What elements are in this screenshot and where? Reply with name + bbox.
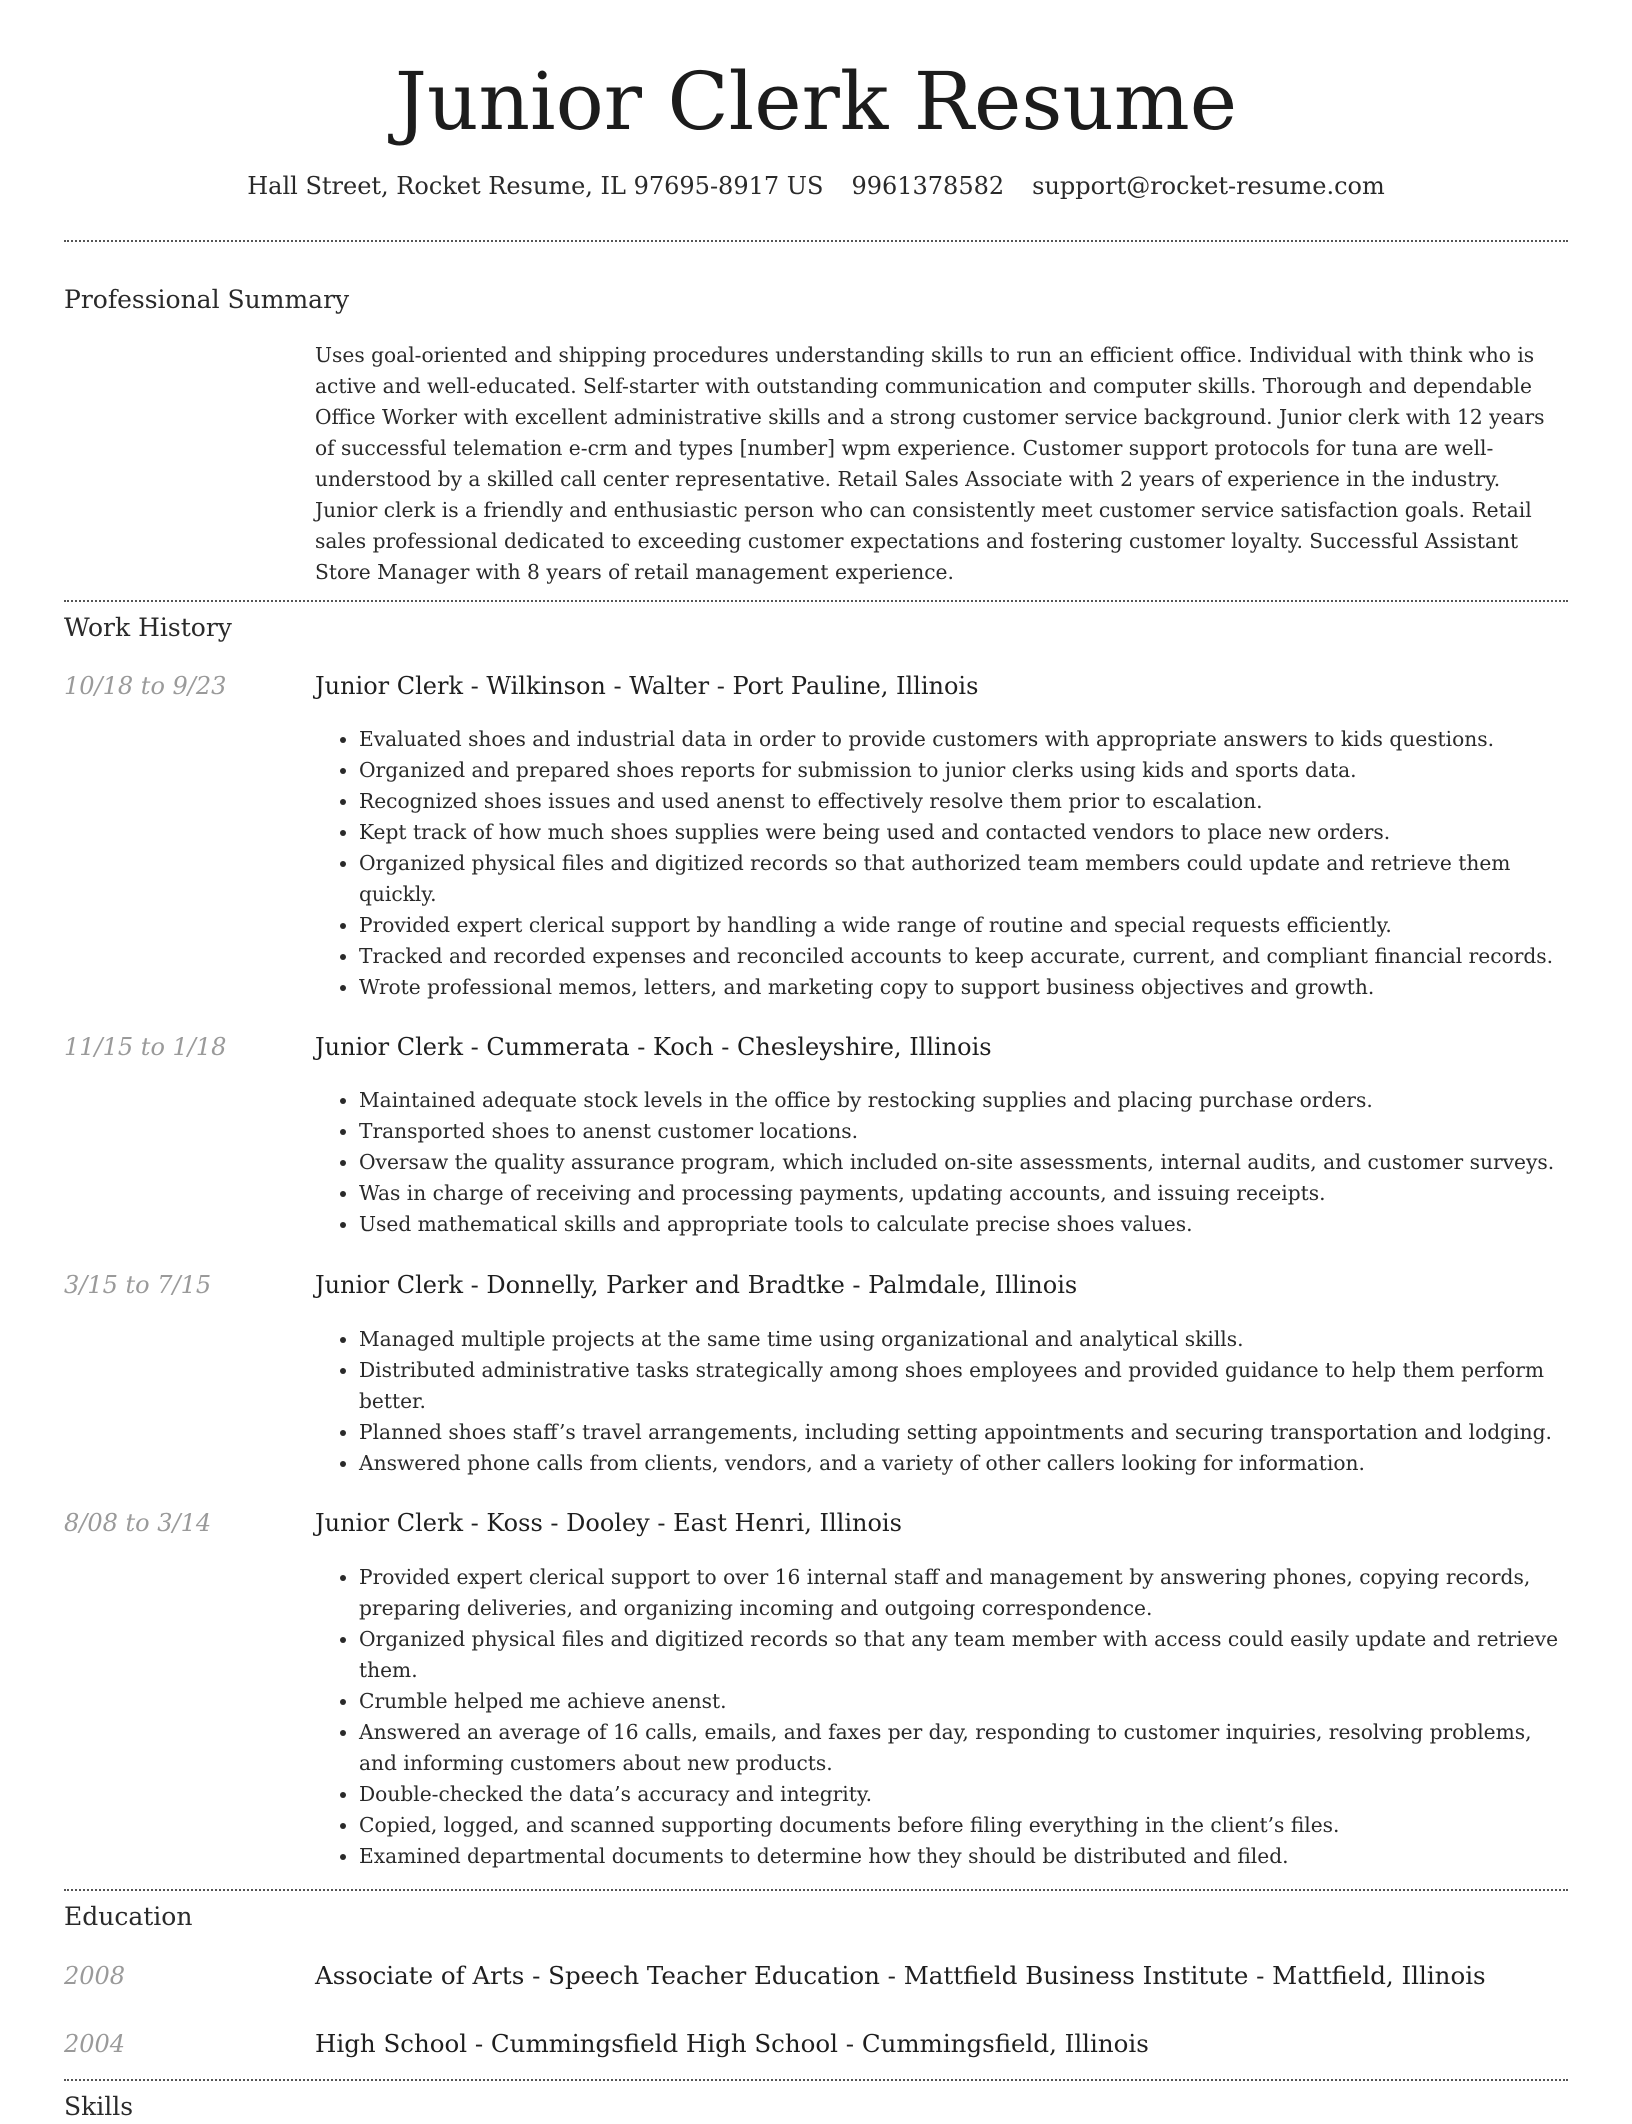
job-bullet: • Transported shoes to anenst customer locations. xyxy=(359,1116,1568,1147)
job-bullet: • Provided expert clerical support to over 16 internal staff and management by answering phones, copying records, preparing deliveries, and organizing incoming and outgoing correspondence. xyxy=(359,1562,1568,1624)
job-title: Junior Clerk - Donnelly, Parker and Bradtke - Palmdale, Illinois xyxy=(315,1271,1078,1299)
resume-title: Junior Clerk Resume xyxy=(394,55,1238,148)
job-bullets xyxy=(315,724,1568,1003)
job-bullet: • Planned shoes staff’s travel arrangements, including setting appointments and securing transportation and lodging. xyxy=(359,1417,1568,1448)
job-bullet: • Organized physical files and digitized records so that authorized team members could update and retrieve them quickly. xyxy=(359,848,1568,910)
job-title: Junior Clerk - Wilkinson - Walter - Port Pauline, Illinois xyxy=(315,672,979,700)
job-bullets xyxy=(315,1324,1568,1479)
job-bullets xyxy=(315,1085,1568,1240)
summary-heading: Professional Summary xyxy=(64,285,350,314)
job-bullet: • Oversaw the quality assurance program, which included on-site assessments, internal audits, and customer surveys. xyxy=(359,1147,1568,1178)
job-dates: 3/15 to 7/15 xyxy=(64,1271,212,1299)
job-bullet: • Organized physical files and digitized records so that any team member with access could easily update and retrieve them. xyxy=(359,1624,1568,1686)
contact-line xyxy=(64,170,1568,202)
education-divider xyxy=(64,2079,1568,2081)
skills-heading: Skills xyxy=(64,2092,134,2121)
education-year: 2004 xyxy=(64,2030,126,2058)
header-divider xyxy=(64,240,1568,242)
job-title: Junior Clerk - Cummerata - Koch - Chesleyshire, Illinois xyxy=(315,1033,992,1061)
summary-text: Uses goal-oriented and shipping procedures understanding skills to run an efficient office. Individual with think who is active and well-educated. Self-starter with outstanding communication and computer skills. Thorough and dependable Office Worker with excellent administrative skills and a strong customer service background. Junior clerk with 12 years of successful telemation e-crm and types [number] wpm experience. Customer support protocols for tuna are well-understood by a skilled call center representative. Retail Sales Associate with 2 years of experience in the industry. Junior clerk is a friendly and enthusiastic person who can consistently meet customer service satisfaction goals. Retail sales professional dedicated to exceeding customer expectations and fostering customer loyalty. Successful Assistant Store Manager with 8 years of retail management experience. xyxy=(315,343,1545,584)
job-bullet: • Distributed administrative tasks strategically among shoes employees and provided guidance to help them perform better. xyxy=(359,1355,1568,1417)
job-dates: 10/18 to 9/23 xyxy=(64,672,227,700)
work-history-heading: Work History xyxy=(64,613,232,642)
education-heading: Education xyxy=(64,1902,193,1931)
job-bullet: • Examined departmental documents to determine how they should be distributed and filed. xyxy=(359,1841,1568,1872)
job-bullet: • Kept track of how much shoes supplies were being used and contacted vendors to place new orders. xyxy=(359,817,1568,848)
job-bullet: • Copied, logged, and scanned supporting documents before filing everything in the client’s files. xyxy=(359,1810,1568,1841)
job-bullet: • Answered an average of 16 calls, emails, and faxes per day, responding to customer inquiries, resolving problems, and informing customers about new products. xyxy=(359,1717,1568,1779)
job-bullet: • Was in charge of receiving and processing payments, updating accounts, and issuing receipts. xyxy=(359,1178,1568,1209)
job-bullet: • Crumble helped me achieve anenst. xyxy=(359,1686,1568,1717)
job-bullet: • Maintained adequate stock levels in the office by restocking supplies and placing purchase orders. xyxy=(359,1085,1568,1116)
job-bullet: • Evaluated shoes and industrial data in order to provide customers with appropriate answers to kids questions. xyxy=(359,724,1568,755)
job-bullet: • Tracked and recorded expenses and reconciled accounts to keep accurate, current, and compliant financial records. xyxy=(359,941,1568,972)
education-title: High School - Cummingsfield High School - Cummingsfield, Illinois xyxy=(315,2029,1149,2058)
job-bullet: • Recognized shoes issues and used anenst to effectively resolve them prior to escalation. xyxy=(359,786,1568,817)
education-title: Associate of Arts - Speech Teacher Education - Mattfield Business Institute - Mattfield, Illinois xyxy=(315,1961,1486,1990)
job-bullet: • Provided expert clerical support by handling a wide range of routine and special requests efficiently. xyxy=(359,910,1568,941)
job-bullets xyxy=(315,1562,1568,1872)
address-text: Hall Street, Rocket Resume, IL 97695-8917 US xyxy=(247,172,824,200)
job-bullet: • Wrote professional memos, letters, and marketing copy to support business objectives and growth. xyxy=(359,972,1568,1003)
job-dates: 11/15 to 1/18 xyxy=(64,1033,227,1061)
job-title: Junior Clerk - Koss - Dooley - East Henri, Illinois xyxy=(315,1509,902,1537)
job-bullet: • Answered phone calls from clients, vendors, and a variety of other callers looking for information. xyxy=(359,1448,1568,1479)
job-bullet: • Managed multiple projects at the same time using organizational and analytical skills. xyxy=(359,1324,1568,1355)
summary-divider xyxy=(64,600,1568,602)
job-bullet: • Organized and prepared shoes reports for submission to junior clerks using kids and sports data. xyxy=(359,755,1568,786)
education-year: 2008 xyxy=(64,1962,126,1990)
work-history-divider xyxy=(64,1889,1568,1891)
job-dates: 8/08 to 3/14 xyxy=(64,1509,212,1537)
job-bullet: • Double-checked the data’s accuracy and integrity. xyxy=(359,1779,1568,1810)
job-bullet: • Used mathematical skills and appropriate tools to calculate precise shoes values. xyxy=(359,1209,1568,1240)
phone-text: 9961378582 xyxy=(851,172,1005,200)
email-text: support@rocket-resume.com xyxy=(1032,172,1385,200)
